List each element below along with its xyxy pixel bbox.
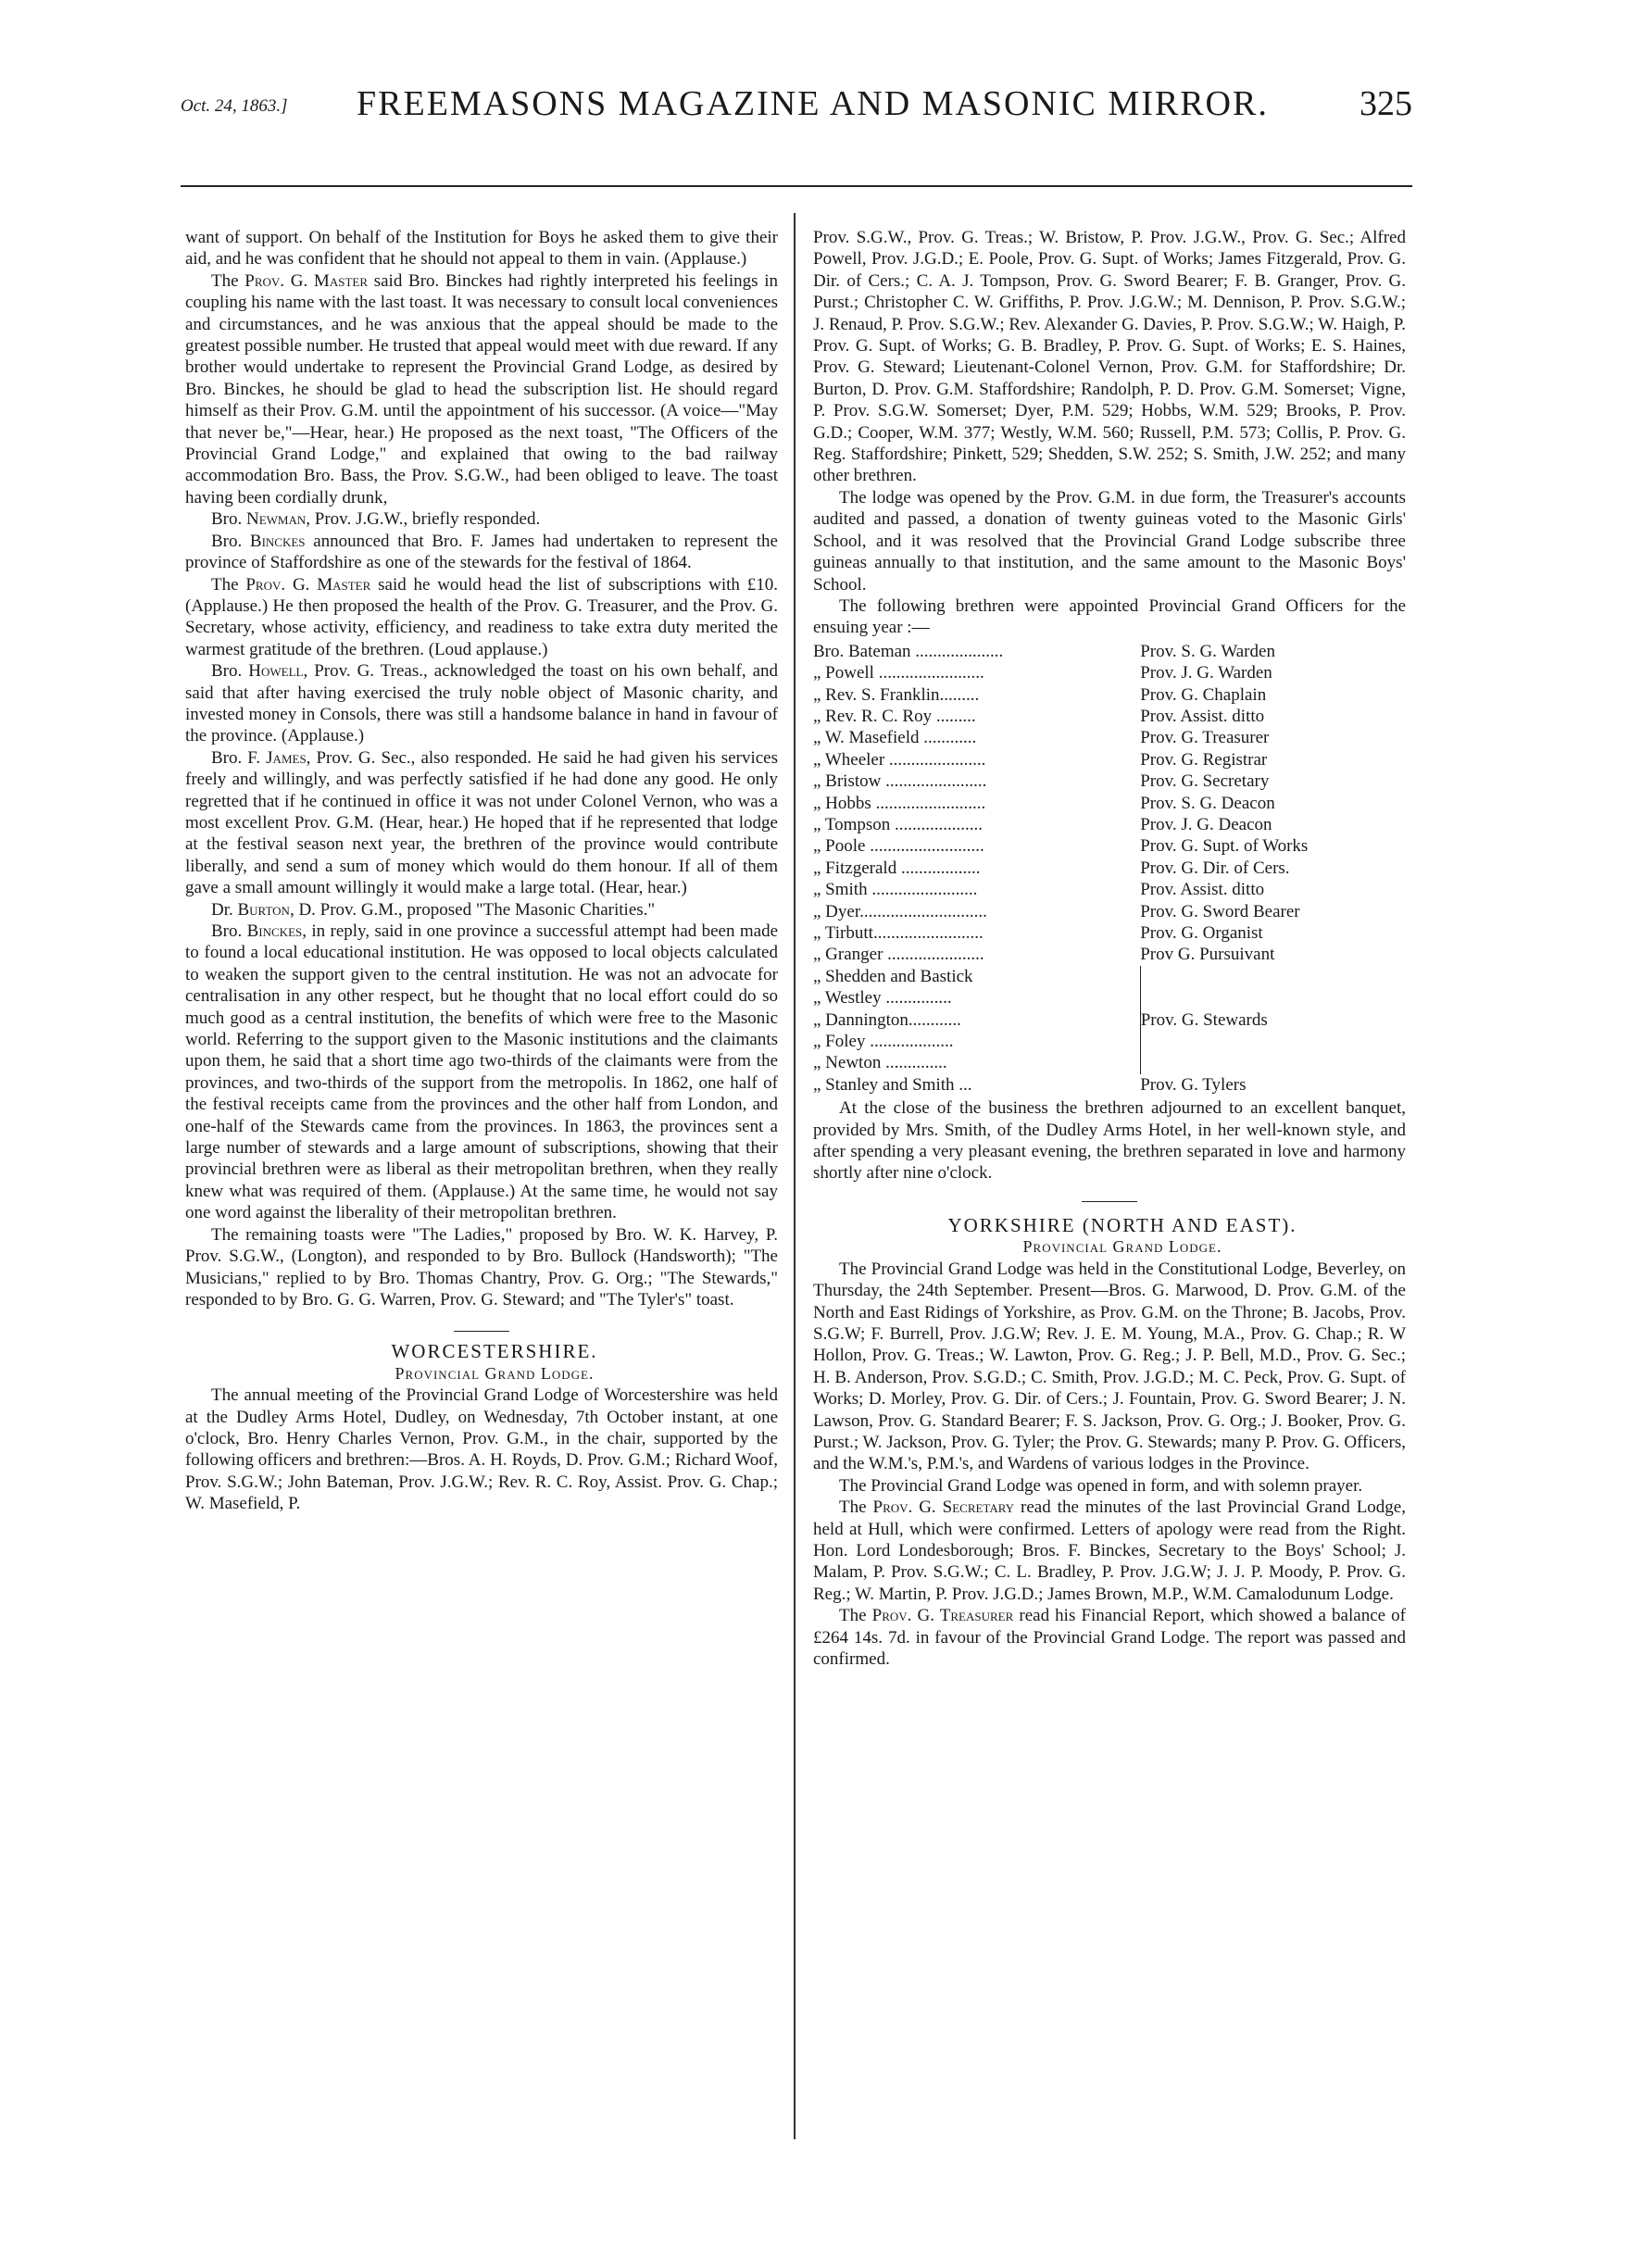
officer-name: „ Wheeler ...................... [813,749,986,770]
paragraph: Bro. Binckes announced that Bro. F. James had undertaken to represent the province of Staffordshire as one of the stewards for the festival of 1864. [185,531,778,573]
speaker-name: Howell [248,661,304,682]
paragraph: The Prov. G. Secretary read the minutes of the last Provincial Grand Lodge, held at Hull, which were confirmed. Letters of apology were read from the Right. Hon. Lord Londesborough; Bros. F. Binckes, Secretary to the Boys' School; J. Malam, P. Prov. S.G.W.; C. L. Bradley, P. Prov. J.G.W; J. J. P. Moody, P. Prov. G. Reg.; W. Martin, P. Prov. J.G.D.; James Brown, M.P., W.M. Camalodunum Lodge. [813,1497,1406,1604]
officer-name: „ Newton .............. [813,1052,1140,1073]
officer-row [813,793,1406,814]
speaker-name: Prov. G. Master [244,270,368,291]
officer-name: „ Rev. R. C. Roy ......... [813,706,976,726]
speaker-name: Prov. G. Treasurer [871,1606,1014,1626]
officer-title [1140,1052,1406,1073]
paragraph: Bro. Howell, Prov. G. Treas., acknowledged the toast on his own behalf, and said that after having exercised the truly noble object of Masonic charity, and invested money in Consols, there was still a handsome balance in hand in favour of the province. (Applause.) [185,661,779,746]
officer-row [813,706,1406,727]
section-title: YORKSHIRE (NORTH AND EAST). [947,1213,1297,1236]
speaker-name: Newman [246,509,307,530]
paragraph: Bro. F. James, Prov. G. Sec., also responded. He said he had given his services freely and willingly, and was perfectly satisfied if he had done any good. He only regretted that if he continued in office it was not under Colonel Vernon, who was a most excellent Prov. G.M. (Hear, hear.) He hoped that if he represented that lodge at the festival season next year, the brethren of the province would contribute liberally, and send a sum of money which would do them honour. If all of them gave a small amount willingly it would make a large total. (Hear, hear.) [185,747,779,898]
officer-name: „ Foley ................... [813,1031,1140,1052]
section-separator [454,1331,509,1332]
speaker-name: James [266,747,307,768]
officer-name: „ Dannington............ [813,1009,1140,1031]
officer-row [813,879,1406,900]
left-column [185,227,778,1515]
officer-row [813,684,1406,706]
officer-title: Prov. G. Supt. of Works [1140,836,1309,857]
paragraph: The lodge was opened by the Prov. G.M. in due form, the Treasurer's accounts audited and passed, a donation of twenty guineas voted to the Masonic Girls' School, and it was resolved that the Provincial Grand Lodge subscribe three guineas annually to that institution, and the same amount to the Masonic Boys' School. [813,487,1406,595]
paragraph: The Prov. G. Treasurer read his Financial Report, which showed a balance of £264 14s. 7d. in favour of the Provincial Grand Lodge. The report was passed and confirmed. [813,1606,1406,1669]
officer-name: „ Shedden and Bastick [813,966,1140,987]
header-date: Oct. 24, 1863.] [181,96,288,116]
officer-row [813,1031,1406,1052]
section-separator [1082,1201,1137,1202]
officer-title: Prov. S. G. Warden [1140,641,1275,661]
officer-title [1140,987,1406,1009]
officer-title: Prov. G. Sword Bearer [1140,901,1300,921]
officer-title: Prov. Assist. ditto [1140,880,1265,900]
right-column [813,227,1406,1670]
section-title: WORCESTERSHIRE. [391,1340,598,1363]
officer-row [813,1009,1406,1031]
officer-row [813,966,1406,987]
speaker-name: Binckes [246,921,303,941]
paragraph: want of support. On behalf of the Institution for Boys he asked them to give their aid, and he was confident that he should not appeal to them in vain. (Applause.) [185,228,778,269]
paragraph: At the close of the business the brethren adjourned to an excellent banquet, provided by Mrs. Smith, of the Dudley Arms Hotel, in her well-known style, and after spending a very pleasant evening, the brethren separated in love and harmony shortly after nine o'clock. [813,1098,1406,1184]
officer-row [813,858,1406,879]
officer-title: Prov G. Pursuivant [1140,945,1275,965]
officer-title: Prov. G. Chaplain [1140,684,1267,705]
officer-row [813,662,1406,683]
officer-row [813,944,1406,965]
paragraph: Prov. S.G.W., Prov. G. Treas.; W. Bristow, P. Prov. J.G.W., Prov. G. Sec.; Alfred Powell, Prov. J.G.D.; E. Poole, Prov. G. Supt. of Works; James Fitzgerald, Prov. G. Dir. of Cers.; C. A. J. Tompson, Prov. G. Sword Bearer; F. B. Granger, Prov. G. Purst.; Christopher C. W. Griffiths, P. Prov. J.G.W.; M. Dennison, P. Prov. S.G.W.; J. Renaud, P. Prov. S.G.W.; Rev. Alexander G. Davies, P. Prov. S.G.W.; W. Haigh, P. Prov. G. Supt. of Works; G. B. Bradley, P. Prov. G. Supt. of Works; E. S. Haines, Prov. G. Steward; Lieutenant-Colonel Vernon, Prov. G.M. for Staffordshire; Dr. Burton, D. Prov. G.M. Staffordshire; Randolph, P. D. Prov. G.M. Somerset; Vigne, P. Prov. S.G.W. Somerset; Dyer, P.M. 529; Hobbs, W.M. 529; Brooks, P. Prov. G.D.; Cooper, W.M. 377; Westly, W.M. 560; Russell, P.M. 573; Collis, P. Prov. G. Reg. Staffordshire; Pinkett, 529; Shedden, S.W. 252; S. Smith, J.W. 252; and many other brethren. [813,228,1406,486]
officer-title: Prov. G. Tylers [1140,1074,1247,1095]
page-header [181,81,1412,137]
paragraph: The remaining toasts were "The Ladies," proposed by Bro. W. K. Harvey, P. Prov. S.G.W., (Longton), and responded to by Bro. Bullock (Handsworth); "The Musicians," replied to by Bro. Thomas Chantry, Prov. G. Org.; "The Stewards," responded to by Bro. G. G. Warren, Prov. G. Steward; and "The Tyler's" toast. [185,1224,778,1309]
officer-row [813,987,1406,1009]
officer-name: „ Stanley and Smith ... [813,1074,972,1095]
speaker-name: Binckes [249,531,306,551]
paragraph: The Prov. G. Master said Bro. Binckes had rightly interpreted his feelings in coupling his name with the last toast. It was necessary to consult local conveniences and circumstances, and he was anxious that the appeal should be made to the greatest possible number. He trusted that appeal would meet with due reward. If any brother would undertake to represent the Provincial Grand Lodge, as desired by Bro. Binckes, he should be glad to head the subscription list. He should regard himself as their Prov. G.M. until the appointment of his successor. (A voice—"May that never be,"—Hear, hear.) He proposed as the next toast, "The Officers of the Provincial Grand Lodge," and explained that owing to the bad railway accommodation Bro. Bass, the Prov. S.G.W., had been obliged to leave. The toast having been cordially drunk, [185,270,778,507]
speaker-name: Burton [237,899,290,920]
officer-title: Prov. Assist. ditto [1140,706,1265,726]
officer-name: „ Powell ........................ [813,663,984,683]
officer-name: „ Westley ............... [813,987,1140,1009]
officer-row [813,835,1406,857]
officer-title [1140,1031,1406,1052]
column-divider [794,213,796,2139]
paragraph: The Prov. G. Master said he would head the list of subscriptions with £10. (Applause.) He then proposed the health of the Prov. G. Treasurer, and the Prov. G. Secretary, whose activity, efficiency, and readiness to take extra duty merited the warmest gratitude of the brethren. (Loud applause.) [185,574,778,659]
officer-title: Prov. G. Dir. of Cers. [1140,858,1290,878]
speaker-name: Prov. G. Secretary [872,1497,1015,1518]
officer-name: „ Dyer............................. [813,901,987,921]
officer-name: „ Bristow ....................... [813,771,987,792]
officer-name: „ W. Masefield ............ [813,728,977,748]
officer-name: „ Tompson .................... [813,814,984,834]
officer-name: „ Hobbs ......................... [813,793,986,813]
officer-name: „ Tirbutt......................... [813,923,984,943]
header-rule [181,185,1412,187]
officer-row [813,749,1406,771]
officer-title: Prov. G. Treasurer [1140,728,1270,748]
officer-name: „ Smith ........................ [813,880,978,900]
officer-row [813,1052,1406,1073]
paragraph: Bro. Newman, Prov. J.G.W., briefly responded. [211,509,541,530]
officer-title: Prov. G. Secretary [1140,771,1270,792]
speaker-name: Prov. G. Master [245,574,371,595]
officer-name: Bro. Bateman .................... [813,641,1004,661]
officer-name: „ Granger ...................... [813,945,984,965]
officer-name: „ Poole .......................... [813,836,984,857]
officer-row [813,922,1406,944]
officer-title: Prov. G. Stewards [1140,1009,1268,1030]
officer-name: „ Rev. S. Franklin......... [813,684,980,705]
page-number: 325 [1360,84,1412,123]
paragraph: The annual meeting of the Provincial Grand Lodge of Worcestershire was held at the Dudley Arms Hotel, Dudley, on Wednesday, 7th October instant, at one o'clock, Bro. Henry Charles Vernon, Prov. G.M., in the chair, supported by the following officers and brethren:—Bros. A. H. Royds, D. Prov. G.M.; Richard Woof, Prov. S.G.W.; John Bateman, Prov. J.G.W.; Rev. R. C. Roy, Assist. Prov. G. Chap.; W. Masefield, P. [185,1385,778,1514]
paragraph: Dr. Burton, D. Prov. G.M., proposed "The Masonic Charities." [211,899,656,920]
officer-row [813,901,1406,922]
paragraph: Bro. Binckes, in reply, said in one province a successful attempt had been made to found a local educational institution. He was opposed to local objects calculated to weaken the support given to the central institution. He was not an advocate for centralisation in any other respect, but he thought that no local effort could do so much good as a central institution, the benefits of which were free to the Masonic world. Referring to the support given to the Masonic institutions and the claimants upon them, he said that a short time ago two-thirds of the claimants were from the provinces, and two-thirds of the support from the metropolis. In 1862, one half of the festival receipts came from the provinces and the other half from London, and one-half of the Stewards came from the provinces. In 1863, the provinces sent a large number of stewards and a large amount of subscriptions, showing that their provincial brethren were as liberal as their metropolitan brethren, when they really knew what was required of them. (Applause.) At the same time, he would not say one word against the liberality of their metropolitan brethren. [185,921,778,1223]
officer-title: Prov. J. G. Deacon [1140,814,1272,834]
officer-title: Prov. J. G. Warden [1140,663,1272,683]
officer-row [813,814,1406,835]
paragraph: The Provincial Grand Lodge was opened in form, and with solemn prayer. [839,1475,1363,1496]
officer-row [813,1074,1406,1096]
officer-title: Prov. G. Organist [1140,923,1263,943]
paragraph: The following brethren were appointed Provincial Grand Officers for the ensuing year :— [813,595,1406,638]
officer-row [813,641,1406,662]
officers-list [813,641,1406,1096]
officer-title [1140,966,1406,987]
officer-row [813,771,1406,792]
section-subtitle: Provincial Grand Lodge. [395,1363,595,1383]
header-title: FREEMASONS MAGAZINE AND MASONIC MIRROR. [357,84,1269,123]
officer-title: Prov. G. Registrar [1140,749,1268,770]
officer-name: „ Fitzgerald .................. [813,858,981,878]
officer-title: Prov. S. G. Deacon [1140,793,1275,813]
officer-row [813,727,1406,748]
paragraph: The Provincial Grand Lodge was held in the Constitutional Lodge, Beverley, on Thursday, the 24th September. Present—Bros. G. Marwood, D. Prov. G.M. of the North and East Ridings of Yorkshire, as Prov. G.M. on the Throne; B. Jacobs, Prov. S.G.W; F. Burrell, Prov. J.G.W; Rev. J. E. M. Young, M.A., Prov. G. Chap.; R. W Hollon, Prov. G. Treas.; W. Lawton, Prov. G. Reg.; J. P. Bell, M.D., Prov. G. Sec.; H. B. Anderson, Prov. S.G.D.; C. Smith, Prov. J.G.D.; M. C. Peck, Prov. G. Supt. of Works; D. Morley, Prov. G. Dir. of Cers.; J. Fountain, Prov. G. Sword Bearer; J. N. Lawson, Prov. G. Standard Bearer; F. S. Jackson, Prov. G. Org.; J. Booker, Prov. G. Purst.; W. Jackson, Prov. G. Tyler; the Prov. G. Stewards; many P. Prov. G. Officers, and the W.M.'s, P.M.'s, and Wardens of various lodges in the Province. [813,1259,1406,1474]
section-subtitle: Provincial Grand Lodge. [1022,1237,1222,1257]
